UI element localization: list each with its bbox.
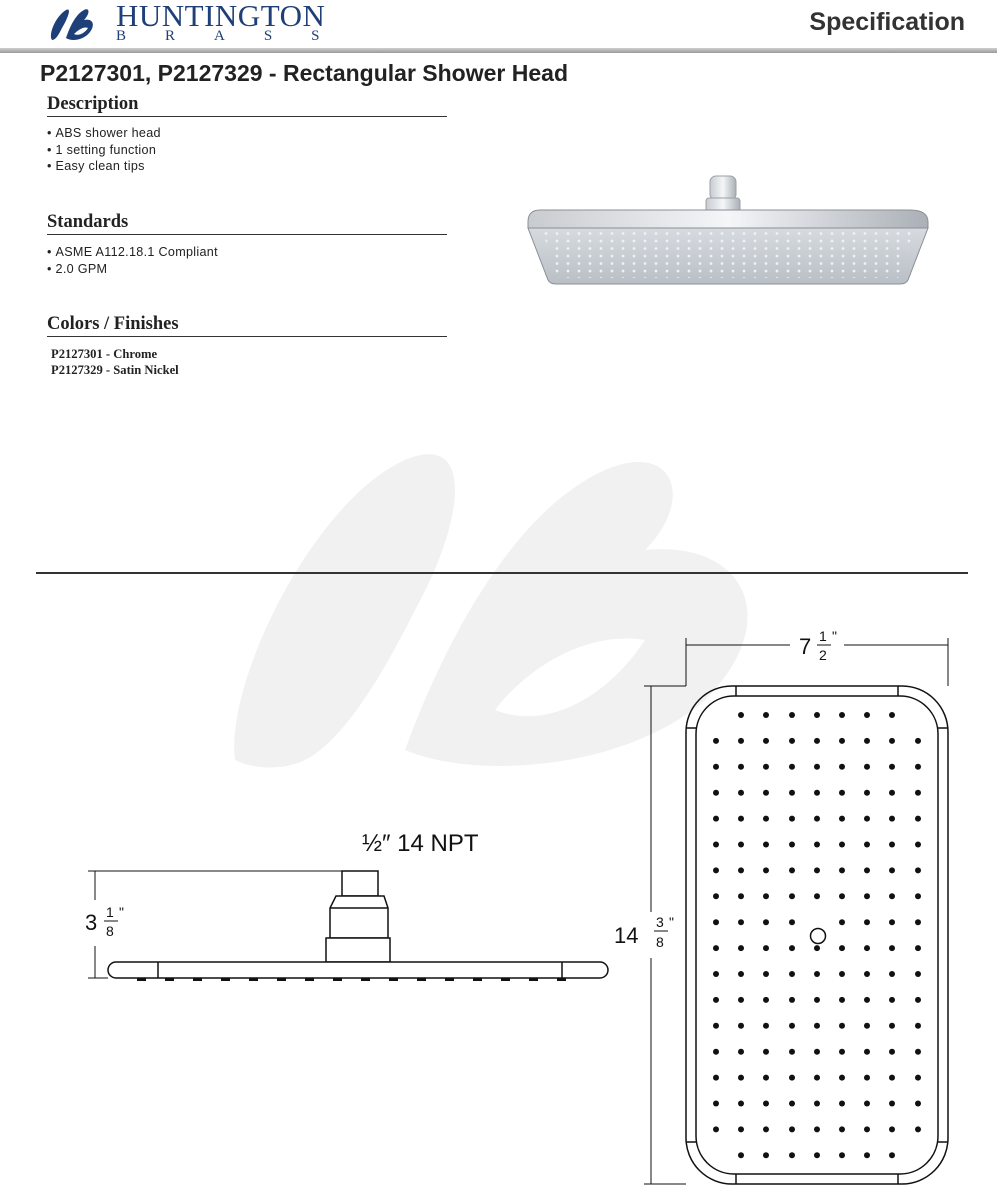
nozzle-dot bbox=[789, 945, 795, 951]
nozzle-dot bbox=[864, 1049, 870, 1055]
nozzle-dot bbox=[814, 712, 820, 718]
nozzle-dot bbox=[738, 712, 744, 718]
height-numerator: 1 bbox=[106, 904, 114, 920]
height-denominator: 8 bbox=[106, 923, 114, 939]
brand-name: HUNTINGTON bbox=[116, 0, 326, 33]
nozzle-dot bbox=[889, 790, 895, 796]
width-whole: 7 bbox=[799, 634, 812, 659]
nozzle-dot bbox=[814, 1152, 820, 1158]
side-nozzle bbox=[473, 978, 482, 981]
nozzle-dot bbox=[713, 997, 719, 1003]
nozzle-dot bbox=[738, 919, 744, 925]
nozzle-dot bbox=[789, 997, 795, 1003]
nozzle-dot bbox=[763, 1075, 769, 1081]
nozzle-dot bbox=[713, 1101, 719, 1107]
nozzle-dot bbox=[839, 842, 845, 848]
nozzle-dot bbox=[814, 764, 820, 770]
nozzle-dot bbox=[839, 1126, 845, 1132]
side-nozzle bbox=[221, 978, 230, 981]
nozzle-dot bbox=[789, 893, 795, 899]
nozzle-dot bbox=[864, 919, 870, 925]
document-type: Specification bbox=[809, 8, 965, 36]
side-nozzle bbox=[193, 978, 202, 981]
nozzle-dot bbox=[839, 997, 845, 1003]
finishes-heading: Colors / Finishes bbox=[47, 314, 447, 337]
nozzle-dot bbox=[789, 764, 795, 770]
nozzle-dot bbox=[789, 1049, 795, 1055]
nozzle-dot bbox=[889, 893, 895, 899]
nozzle-dot bbox=[713, 945, 719, 951]
nozzle-dot bbox=[839, 1101, 845, 1107]
nozzle-dot bbox=[814, 893, 820, 899]
nozzle-dot bbox=[814, 1023, 820, 1029]
side-nozzle bbox=[557, 978, 566, 981]
nozzle-dot bbox=[889, 842, 895, 848]
nozzle-dot bbox=[915, 945, 921, 951]
nozzle-dot bbox=[738, 1101, 744, 1107]
nozzle-dot bbox=[789, 842, 795, 848]
length-inch-mark: " bbox=[669, 914, 674, 930]
nozzle-dot bbox=[814, 867, 820, 873]
nozzle-dot bbox=[915, 893, 921, 899]
nozzle-dot bbox=[763, 945, 769, 951]
nozzle-dot bbox=[789, 867, 795, 873]
nozzle-dot bbox=[864, 1152, 870, 1158]
nozzle-dot bbox=[915, 919, 921, 925]
nozzle-dot bbox=[738, 1023, 744, 1029]
nozzle-dot bbox=[789, 919, 795, 925]
nozzle-dot bbox=[864, 1126, 870, 1132]
nozzle-dot bbox=[915, 867, 921, 873]
nozzle-dot bbox=[738, 997, 744, 1003]
width-inch-mark: " bbox=[832, 628, 837, 644]
nozzle-dot bbox=[915, 738, 921, 744]
nozzle-dot bbox=[839, 738, 845, 744]
nozzle-dot bbox=[763, 790, 769, 796]
nozzle-dot bbox=[713, 919, 719, 925]
nozzle-dot bbox=[839, 1023, 845, 1029]
nozzle-dot bbox=[763, 816, 769, 822]
nozzle-dot bbox=[789, 1023, 795, 1029]
nozzle-dot bbox=[814, 738, 820, 744]
nozzle-dot bbox=[814, 1101, 820, 1107]
nozzle-dot bbox=[889, 997, 895, 1003]
nozzle-dot bbox=[814, 1075, 820, 1081]
nozzle-dot bbox=[864, 971, 870, 977]
nozzle-dot bbox=[763, 1152, 769, 1158]
nozzle-dot bbox=[814, 971, 820, 977]
nozzle-dot bbox=[889, 764, 895, 770]
nozzle-dot bbox=[738, 971, 744, 977]
length-denominator: 8 bbox=[656, 934, 664, 950]
nozzle-dot bbox=[839, 1075, 845, 1081]
nozzle-dot bbox=[713, 971, 719, 977]
nozzle-dot bbox=[763, 738, 769, 744]
nozzle-dot bbox=[864, 945, 870, 951]
brand-subname: BRASS bbox=[116, 28, 359, 44]
nozzle-dot bbox=[839, 764, 845, 770]
list-item: • ABS shower head bbox=[47, 125, 161, 142]
list-item: • 1 setting function bbox=[47, 142, 161, 159]
nozzle-dot bbox=[839, 1049, 845, 1055]
nozzle-dot bbox=[889, 1049, 895, 1055]
nozzle-dot bbox=[864, 1023, 870, 1029]
nozzle-dot bbox=[864, 893, 870, 899]
nozzle-dot bbox=[713, 842, 719, 848]
side-nozzle bbox=[305, 978, 314, 981]
nozzle-dot bbox=[814, 790, 820, 796]
list-item: P2127329 - Satin Nickel bbox=[51, 362, 179, 377]
nozzle-dot bbox=[864, 790, 870, 796]
nozzle-dot bbox=[713, 790, 719, 796]
nozzle-dot bbox=[864, 1101, 870, 1107]
height-inch-mark: " bbox=[119, 904, 124, 920]
nozzle-dot bbox=[915, 1023, 921, 1029]
nozzle-dot bbox=[814, 816, 820, 822]
nozzle-dot bbox=[789, 1152, 795, 1158]
nozzle-dot bbox=[889, 971, 895, 977]
nozzle-dot bbox=[738, 1075, 744, 1081]
nozzle-dot bbox=[789, 790, 795, 796]
nozzle-dot bbox=[738, 1152, 744, 1158]
side-nozzle bbox=[529, 978, 538, 981]
nozzle-dot bbox=[915, 1126, 921, 1132]
nozzle-dot bbox=[915, 816, 921, 822]
nozzle-dot bbox=[763, 971, 769, 977]
nozzle-dot bbox=[789, 816, 795, 822]
nozzle-dot bbox=[738, 738, 744, 744]
nozzle-dot bbox=[839, 919, 845, 925]
nozzle-dot bbox=[915, 842, 921, 848]
side-nozzle bbox=[333, 978, 342, 981]
nozzle-dot bbox=[889, 738, 895, 744]
nozzle-dot bbox=[814, 997, 820, 1003]
nozzle-dot bbox=[915, 790, 921, 796]
nozzle-dot bbox=[864, 816, 870, 822]
nozzle-dot bbox=[864, 712, 870, 718]
list-item: P2127301 - Chrome bbox=[51, 347, 158, 361]
nozzle-dot bbox=[864, 997, 870, 1003]
height-whole: 3 bbox=[85, 910, 98, 935]
nozzle-dot bbox=[839, 971, 845, 977]
side-nozzle bbox=[389, 978, 398, 981]
nozzle-dot bbox=[738, 1126, 744, 1132]
nozzle-dot bbox=[738, 764, 744, 770]
nozzle-dot bbox=[814, 945, 820, 951]
nozzle-dot bbox=[915, 997, 921, 1003]
side-nozzle bbox=[361, 978, 370, 981]
nozzle-dot bbox=[864, 867, 870, 873]
side-nozzle bbox=[501, 978, 510, 981]
nozzle-dot bbox=[713, 867, 719, 873]
nozzle-dot bbox=[789, 971, 795, 977]
side-nozzle bbox=[277, 978, 286, 981]
nozzle-dot bbox=[889, 1075, 895, 1081]
nozzle-dot bbox=[763, 919, 769, 925]
nozzle-dot bbox=[839, 945, 845, 951]
width-numerator: 1 bbox=[819, 628, 827, 644]
side-nozzle bbox=[249, 978, 258, 981]
nozzle-dot bbox=[839, 867, 845, 873]
nozzle-dot bbox=[738, 945, 744, 951]
nozzle-dot bbox=[864, 738, 870, 744]
nozzle-dot bbox=[763, 997, 769, 1003]
nozzle-dot bbox=[915, 764, 921, 770]
nozzle-dot bbox=[889, 1101, 895, 1107]
nozzle-dot bbox=[915, 1049, 921, 1055]
nozzle-dot bbox=[763, 712, 769, 718]
nozzle-dot bbox=[763, 764, 769, 770]
description-heading: Description bbox=[47, 94, 447, 117]
nozzle-dot bbox=[738, 842, 744, 848]
nozzle-dot bbox=[889, 1023, 895, 1029]
nozzle-dot bbox=[889, 1152, 895, 1158]
nozzle-dot bbox=[738, 867, 744, 873]
nozzle-dot bbox=[889, 867, 895, 873]
nozzle-dot bbox=[839, 712, 845, 718]
nozzle-dot bbox=[839, 1152, 845, 1158]
list-item: • Easy clean tips bbox=[47, 158, 161, 175]
product-title: P2127301, P2127329 - Rectangular Shower Head bbox=[40, 60, 569, 86]
nozzle-dot bbox=[763, 893, 769, 899]
nozzle-dot bbox=[763, 1126, 769, 1132]
nozzle-dot bbox=[814, 1049, 820, 1055]
nozzle-dot bbox=[738, 790, 744, 796]
nozzle-dot bbox=[713, 1023, 719, 1029]
nozzle-grid bbox=[713, 712, 921, 1158]
nozzle-dot bbox=[763, 1049, 769, 1055]
nozzle-dot bbox=[915, 971, 921, 977]
width-denominator: 2 bbox=[819, 647, 827, 663]
length-numerator: 3 bbox=[656, 914, 664, 930]
nozzle-dot bbox=[738, 893, 744, 899]
nozzle-dot bbox=[713, 1049, 719, 1055]
nozzle-dot bbox=[713, 816, 719, 822]
connection-label: ½″ 14 NPT bbox=[362, 830, 479, 857]
nozzle-dot bbox=[789, 712, 795, 718]
nozzle-dot bbox=[889, 712, 895, 718]
nozzle-dot bbox=[864, 842, 870, 848]
side-nozzle bbox=[165, 978, 174, 981]
nozzle-dot bbox=[738, 816, 744, 822]
nozzle-dot bbox=[789, 1126, 795, 1132]
nozzle-dot bbox=[814, 842, 820, 848]
list-item: • 2.0 GPM bbox=[47, 261, 218, 278]
nozzle-dot bbox=[839, 893, 845, 899]
length-whole: 14 bbox=[614, 923, 639, 948]
nozzle-dot bbox=[889, 945, 895, 951]
nozzle-dot bbox=[889, 1126, 895, 1132]
nozzle-dot bbox=[763, 842, 769, 848]
nozzle-dot bbox=[713, 1075, 719, 1081]
nozzle-dot bbox=[889, 816, 895, 822]
nozzle-dot bbox=[713, 1126, 719, 1132]
side-nozzle bbox=[417, 978, 426, 981]
list-item: • ASME A112.18.1 Compliant bbox=[47, 244, 218, 261]
nozzle-dot bbox=[713, 764, 719, 770]
nozzle-dot bbox=[789, 1101, 795, 1107]
nozzle-dot bbox=[889, 919, 895, 925]
nozzle-dot bbox=[713, 738, 719, 744]
top-view bbox=[686, 686, 948, 1184]
nozzle-dot bbox=[789, 738, 795, 744]
side-view bbox=[108, 871, 608, 981]
side-nozzle bbox=[137, 978, 146, 981]
nozzle-dot bbox=[763, 867, 769, 873]
side-nozzle bbox=[445, 978, 454, 981]
nozzle-dot bbox=[789, 1075, 795, 1081]
standards-heading: Standards bbox=[47, 212, 447, 235]
nozzle-dot bbox=[763, 1023, 769, 1029]
nozzle-dot bbox=[864, 764, 870, 770]
nozzle-dot bbox=[864, 1075, 870, 1081]
nozzle-dot bbox=[713, 893, 719, 899]
nozzle-dot bbox=[738, 1049, 744, 1055]
nozzle-dot bbox=[915, 1101, 921, 1107]
nozzle-dot bbox=[814, 1126, 820, 1132]
nozzle-dot bbox=[839, 790, 845, 796]
nozzle-dot bbox=[763, 1101, 769, 1107]
nozzle-dot bbox=[839, 816, 845, 822]
nozzle-dot bbox=[915, 1075, 921, 1081]
